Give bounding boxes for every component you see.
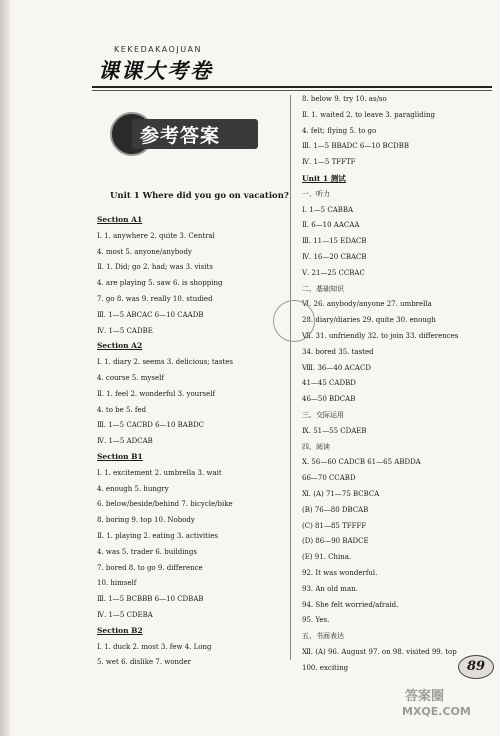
answer-line: Ⅶ. 31. unfriendly 32. to join 33. differences xyxy=(302,332,459,340)
answer-line: Ⅻ. (A) 96. August 97. on 98. visited 99. top xyxy=(302,648,457,656)
answer-line: 6. below/beside/behind 7. bicycle/bike xyxy=(97,500,233,509)
answer-line: Ⅳ. 1—5 TFFTF xyxy=(302,158,356,167)
answer-line: Ⅲ. 1—5 BCBBB 6—10 CDBAB xyxy=(97,595,204,604)
answer-line: Ⅳ. 16—20 CBACB xyxy=(302,253,367,261)
answer-key-badge xyxy=(110,112,258,156)
answer-line: 7. go 8. was 9. really 10. studied xyxy=(97,295,213,303)
section-heading: Unit 1 测试 xyxy=(302,174,346,183)
answer-line: 二、基础知识 xyxy=(302,284,344,293)
answer-line: 100. exciting xyxy=(302,663,349,672)
answer-line: Ⅳ. 1—5 CDEBA xyxy=(97,611,153,619)
watermark: 答案圈 xyxy=(405,689,445,704)
answer-line: 10. himself xyxy=(97,579,137,588)
stamp-seal-icon xyxy=(273,300,315,342)
answer-line: Ⅰ. 1. excitement 2. umbrella 3. wait xyxy=(97,468,222,477)
answer-line: Ⅰ. 1—5 CABBA xyxy=(302,205,354,214)
header-rule xyxy=(92,86,492,88)
answer-line: 4. enough 5. hungry xyxy=(97,484,169,493)
badge-title: 参考答案 xyxy=(140,125,221,147)
section-heading: Section B1 xyxy=(97,452,143,461)
brand-latin: KEKEDAKAOJUAN xyxy=(114,45,202,54)
answer-line: Ⅱ. 1. Did; go 2. had; was 3. visits xyxy=(97,263,213,272)
header-rule-thin xyxy=(92,90,492,91)
answer-line: 34. bored 35. tasted xyxy=(302,347,374,356)
answer-line: Ⅸ. 51—55 CDAEB xyxy=(302,426,367,435)
answer-line: 7. bored 8. to go 9. difference xyxy=(97,563,203,572)
watermark-url: MXQE.COM xyxy=(402,705,471,718)
unit-title: Unit 1 Where did you go on vacation? xyxy=(110,191,289,201)
answer-line: Ⅷ. 36—40 ACACD xyxy=(302,363,371,372)
answer-line: Ⅳ. 1—5 ADCAB xyxy=(97,437,153,446)
answer-line: Ⅹ. 56—60 CADCB 61—65 ABDDA xyxy=(302,458,421,467)
answer-line: 8. boring 9. top 10. Nobody xyxy=(97,516,195,525)
answer-line: 66—70 CCABD xyxy=(302,474,356,483)
answer-line: Ⅵ. 26. anybody/anyone 27. umbrella xyxy=(302,300,432,309)
answer-line: 94. She felt worried/afraid. xyxy=(302,600,399,609)
answer-line: Ⅺ. (A) 71—75 BCBCA xyxy=(302,490,380,498)
answer-line: Ⅱ. 6—10 AACAA xyxy=(302,221,360,230)
book-spine xyxy=(0,0,10,736)
section-heading: Section B2 xyxy=(97,625,143,635)
answer-line: 41—45 CADBD xyxy=(302,379,356,388)
answer-line: Ⅳ. 1—5 CADBE xyxy=(97,326,153,335)
answer-line: (B) 76—80 DBCAB xyxy=(302,505,369,514)
answer-line: 5. wet 6. dislike 7. wonder xyxy=(97,658,191,667)
answer-line: 95. Yes. xyxy=(302,616,330,625)
answer-line: 4. are playing 5. saw 6. is shopping xyxy=(97,279,223,288)
answer-line: 三、交际运用 xyxy=(302,411,344,419)
answer-line: 46—50 BDCAB xyxy=(302,395,356,404)
answer-line: Ⅱ. 1. waited 2. to leave 3. paragliding xyxy=(302,110,435,119)
answer-line: Ⅰ. 1. diary 2. seems 3. delicious; tastes xyxy=(97,358,233,367)
answer-line: Ⅲ. 11—15 EDACB xyxy=(302,237,367,246)
answer-line: Ⅰ. 1. anywhere 2. quite 3. Central xyxy=(97,231,215,240)
answer-line: 28. diary/diaries 29. quite 30. enough xyxy=(302,316,436,325)
answer-line: Ⅴ. 21—25 CCBAC xyxy=(302,268,365,277)
answer-line: (C) 81—85 TFFFF xyxy=(302,521,367,530)
answer-line: 8. below 9. try 10. as/so xyxy=(302,95,387,103)
answer-line: 一、听力 xyxy=(302,189,330,198)
answer-line: 四、阅读 xyxy=(302,442,330,451)
answer-line: 93. An old man. xyxy=(302,584,358,593)
answer-line: 4. was 5. trader 6. buildings xyxy=(97,547,197,556)
answer-line: 4. felt; flying 5. to go xyxy=(302,126,377,135)
answer-line: Ⅲ. 1—5 BBADC 6—10 BCDBB xyxy=(302,142,409,151)
answer-line: Ⅰ. 1. duck 2. most 3. few 4. Long xyxy=(97,642,212,651)
answer-line: (D) 86—90 BADCE xyxy=(302,537,369,546)
answer-line: Ⅱ. 1. feel 2. wonderful 3. yourself xyxy=(97,389,216,398)
section-heading: Section A1 xyxy=(97,215,143,224)
brand-logo xyxy=(98,45,298,85)
answer-line: Ⅲ. 1—5 ABCAC 6—10 CAADB xyxy=(97,310,204,319)
brand-title: 课课大考卷 xyxy=(98,58,213,83)
page-number: 89 xyxy=(458,655,494,679)
section-heading: Section A2 xyxy=(97,341,143,351)
answer-line: 4. course 5. myself xyxy=(97,374,164,382)
answer-line: (E) 91. China. xyxy=(302,553,352,562)
answer-line: Ⅱ. 1. playing 2. eating 3. activities xyxy=(97,532,218,540)
answer-line: 92. It was wonderful. xyxy=(302,569,378,577)
answer-line: 五、书面表达 xyxy=(302,632,344,641)
answer-line: 4. to be 5. fed xyxy=(97,405,147,414)
column-divider xyxy=(290,95,291,660)
answer-line: 4. most 5. anyone/anybody xyxy=(97,247,192,256)
answer-line: Ⅲ. 1—5 CACBD 6—10 BABDC xyxy=(97,421,204,430)
